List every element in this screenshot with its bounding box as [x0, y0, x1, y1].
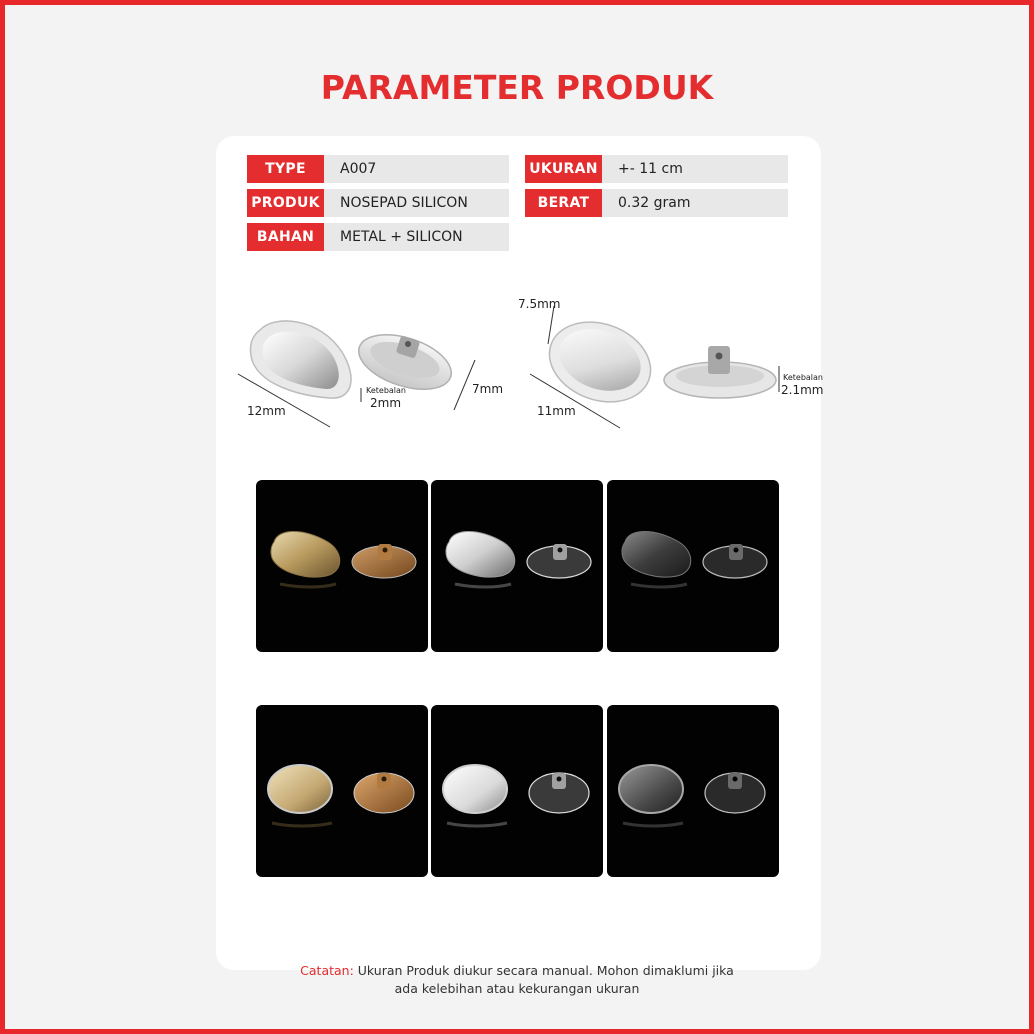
spec-row-type: [247, 155, 509, 183]
spec-row-berat: [525, 189, 788, 217]
spec-value: METAL + SILICON: [324, 223, 509, 251]
photo-silver-teardrop: [431, 480, 603, 652]
spec-row-bahan: [247, 223, 509, 251]
thickness-caption: Ketebalan: [783, 373, 824, 382]
photo-silver-oval: [431, 705, 603, 877]
spec-label: PRODUK: [247, 189, 324, 217]
spec-label: BAHAN: [247, 223, 324, 251]
thickness-caption: Ketebalan: [366, 386, 407, 395]
spec-value: A007: [324, 155, 509, 183]
teardrop-dimension-diagram: [230, 300, 510, 440]
width-label: 7.5mm: [518, 297, 561, 311]
teardrop-pad-icon: [250, 321, 351, 398]
height-label: 7mm: [472, 382, 504, 396]
spec-value: NOSEPAD SILICON: [324, 189, 509, 217]
spec-label: TYPE: [247, 155, 324, 183]
photo-gold-oval: [256, 705, 428, 877]
oval-pad-side-icon: [664, 346, 776, 398]
spec-row-ukuran: [525, 155, 788, 183]
spec-value: 0.32 gram: [602, 189, 788, 217]
spec-row-produk: [247, 189, 509, 217]
footer-note: [0, 962, 1034, 998]
photo-gunmetal-teardrop: [607, 480, 779, 652]
note-line-2: ada kelebihan atau kekurangan ukuran: [394, 981, 640, 996]
spec-label: UKURAN: [525, 155, 602, 183]
thickness-label: 2.1mm: [781, 383, 824, 397]
oval-pad-icon: [538, 309, 662, 416]
length-label: 12mm: [247, 404, 286, 418]
page-title: PARAMETER PRODUK: [320, 68, 714, 107]
thickness-label: 2mm: [370, 396, 402, 410]
spec-value: +- 11 cm: [602, 155, 788, 183]
width-dimension-line: [548, 306, 554, 344]
photo-gunmetal-oval: [607, 705, 779, 877]
note-label: Catatan:: [300, 963, 354, 978]
spec-label: BERAT: [525, 189, 602, 217]
note-text-1: Ukuran Produk diukur secara manual. Mohon dimaklumi jika: [353, 963, 734, 978]
length-label: 11mm: [537, 404, 576, 418]
photo-gold-teardrop: [256, 480, 428, 652]
note-line-1: [0, 962, 1034, 980]
